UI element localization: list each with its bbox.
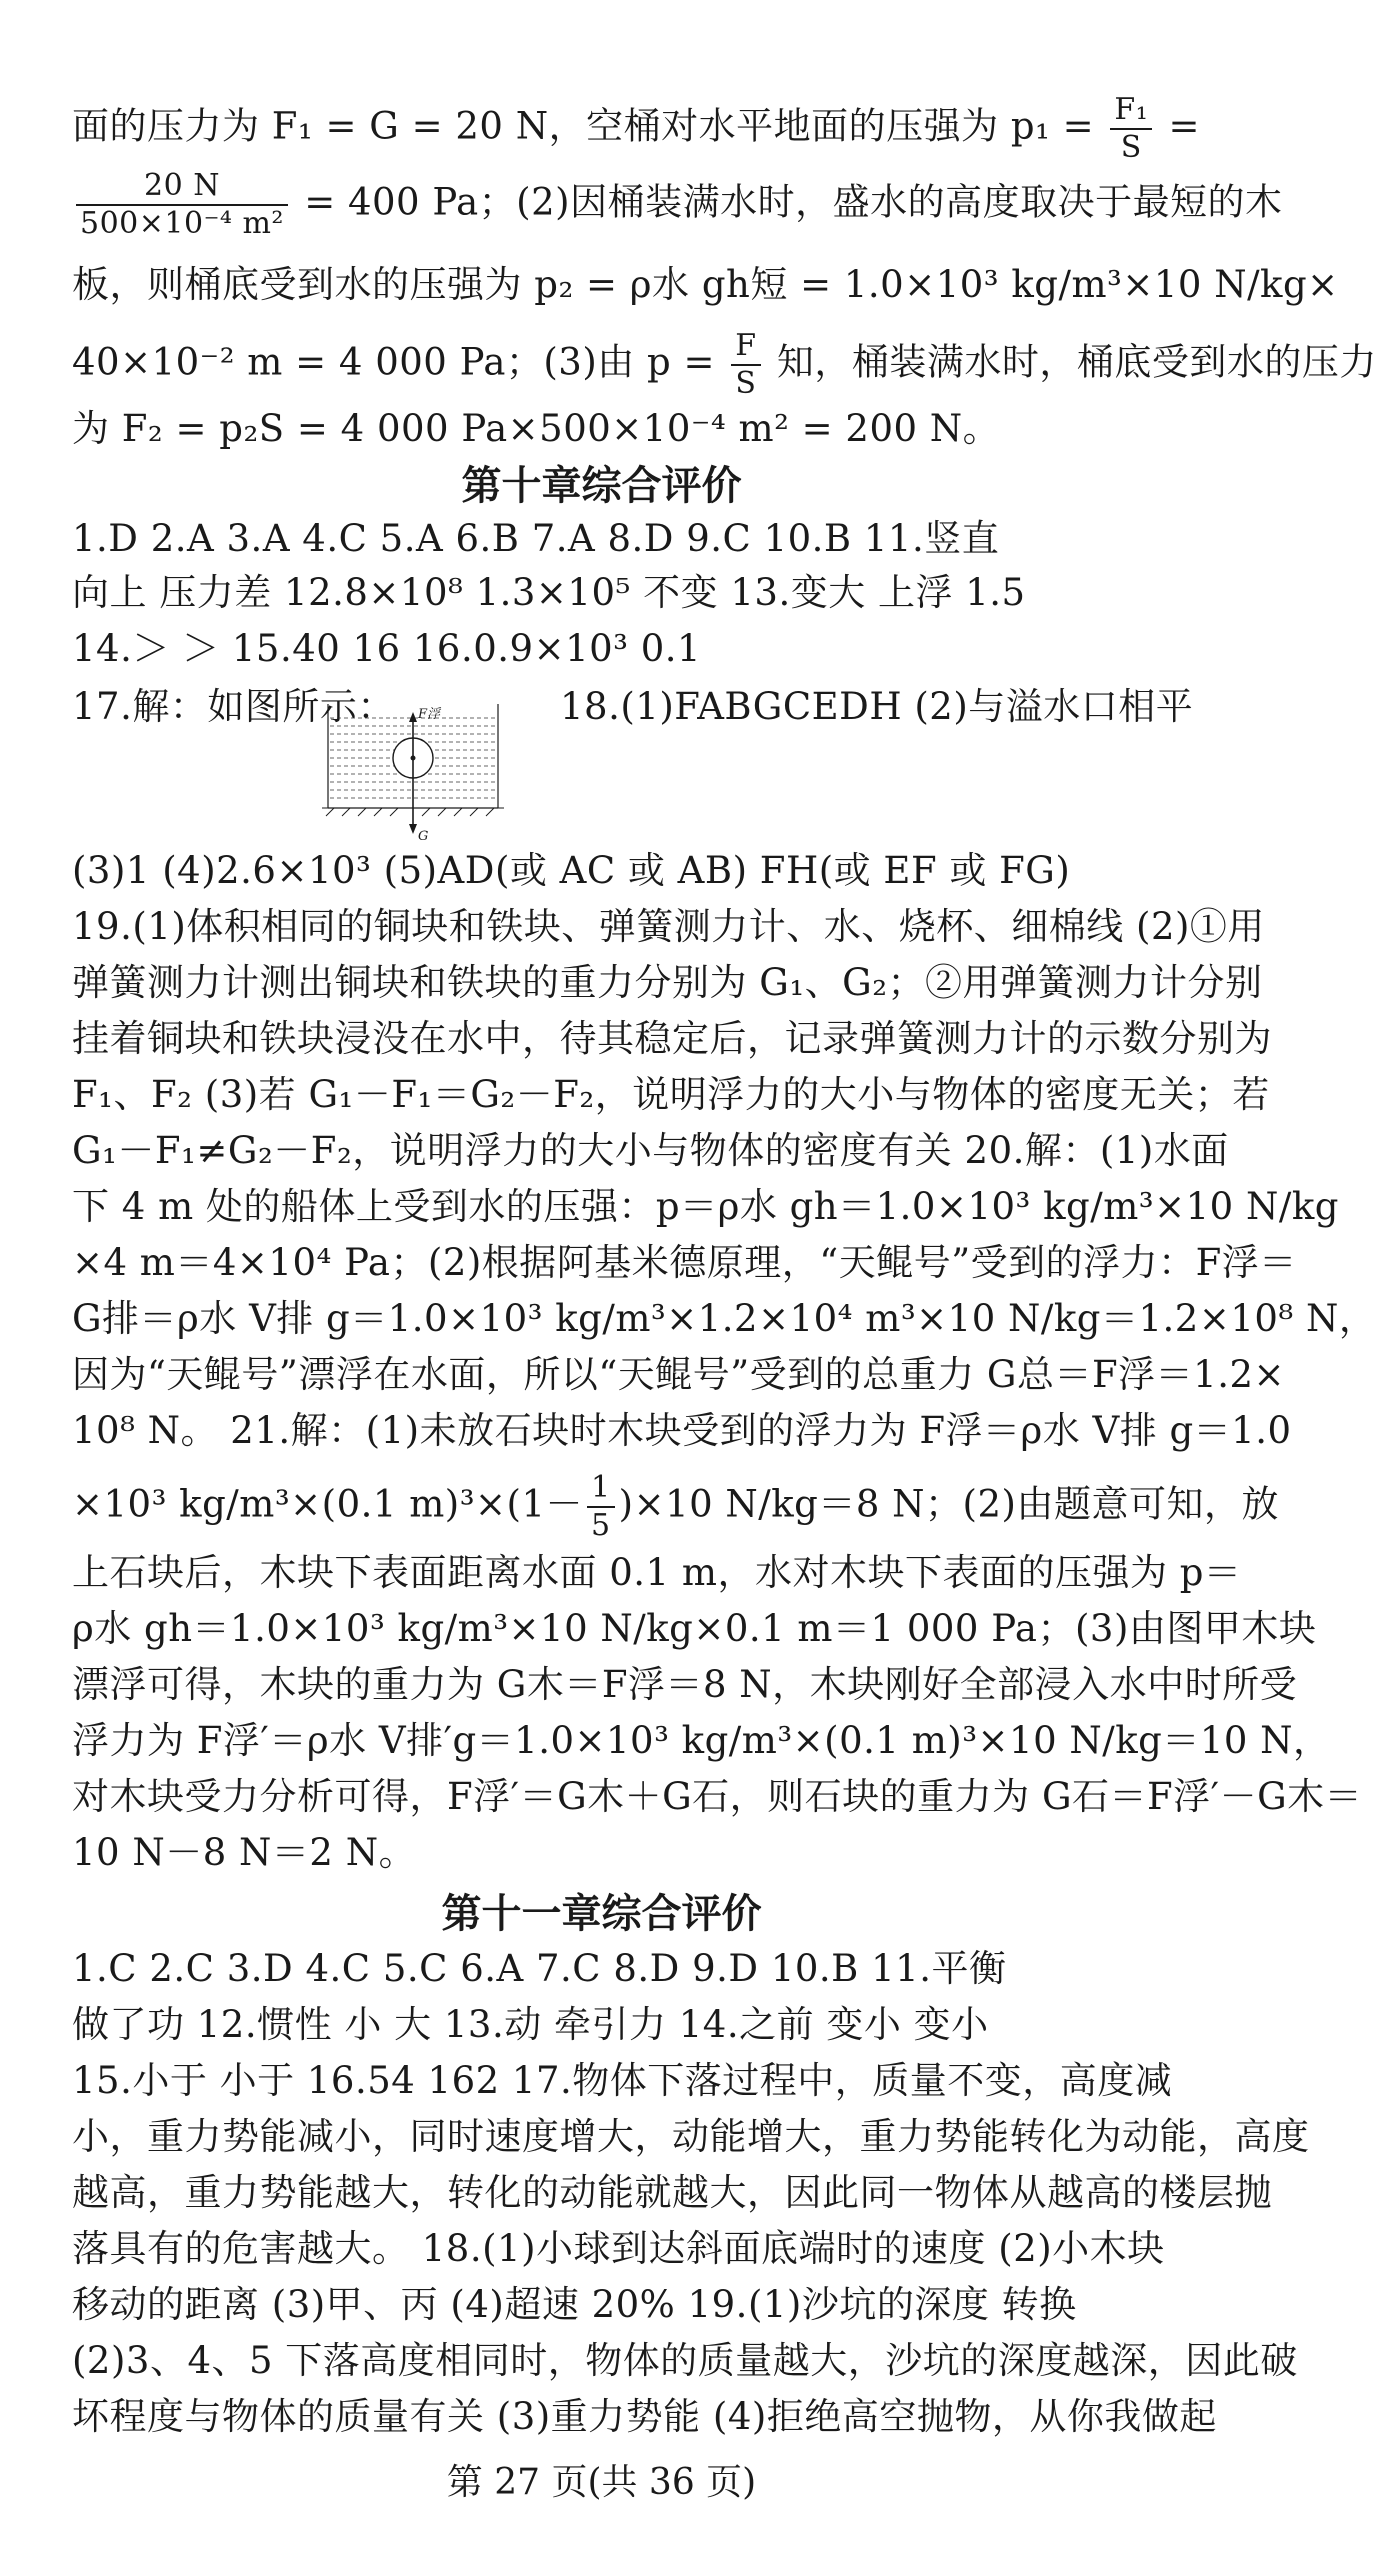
text-line: 向上 压力差 12.8×10⁸ 1.3×10⁵ 不变 13.变大 上浮 1.5 (72, 571, 1026, 614)
fraction-numerator: F (731, 328, 760, 366)
fraction-denominator: S (735, 366, 757, 401)
text-span: )×10 N/kg＝8 N；(2)由题意可知，放 (618, 1482, 1279, 1526)
text-line (72, 328, 1377, 402)
text-line: ×4 m＝4×10⁴ Pa；(2)根据阿基米德原理，“天鲲号”受到的浮力：F浮＝ (72, 1241, 1297, 1284)
buoyancy-figure-svg (318, 688, 508, 848)
text-line: 18.(1)FABGCEDH (2)与溢水口相平 (560, 685, 1194, 728)
text-line: 因为“天鲲号”漂浮在水面，所以“天鲲号”受到的总重力 G总＝F浮＝1.2× (72, 1353, 1285, 1396)
text-line: ρ水 gh＝1.0×10³ kg/m³×10 N/kg×0.1 m＝1 000 Pa；(3)由图甲木块 (72, 1607, 1317, 1650)
text-line: 漂浮可得，木块的重力为 G木＝F浮＝8 N，木块刚好全部浸入水中时所受 (72, 1663, 1298, 1706)
text-line (72, 168, 1283, 242)
text-line: 挂着铜块和铁块浸没在水中，待其稳定后，记录弹簧测力计的示数分别为 (72, 1017, 1272, 1060)
text-line: 移动的距离 (3)甲、丙 (4)超速 20% 19.(1)沙坑的深度 转换 (72, 2283, 1077, 2326)
text-line: G排＝ρ水 V排 g＝1.0×10³ kg/m³×1.2×10⁴ m³×10 N/kg＝1.2×10⁸ N， (72, 1297, 1377, 1340)
text-line: 越高，重力势能越大，转化的动能就越大，因此同一物体从越高的楼层抛 (72, 2171, 1272, 2214)
text-line: 坏程度与物体的质量有关 (3)重力势能 (4)拒绝高空抛物，从你我做起 (72, 2395, 1217, 2438)
chapter-heading: 第十章综合评价 (461, 463, 742, 509)
text-line: 上石块后，木块下表面距离水面 0.1 m，水对木块下表面的压强为 p＝ (72, 1551, 1242, 1594)
text-span: ×10³ kg/m³×(0.1 m)³×(1－ (72, 1482, 584, 1526)
fraction-numerator: 1 (587, 1470, 615, 1508)
fraction-numerator: 20 N (76, 168, 288, 206)
text-line: (2)3、4、5 下落高度相同时，物体的质量越大，沙坑的深度越深，因此破 (72, 2339, 1298, 2382)
text-span: = (1156, 104, 1201, 148)
page-footer: 第 27 页(共 36 页) (446, 2462, 757, 2503)
fraction-denominator: 500×10⁻⁴ m² (80, 206, 284, 241)
text-span: 面的压力为 F₁ = G = 20 N，空桶对水平地面的压强为 p₁ = (72, 104, 1107, 148)
text-line: 14.＞ ＞ 15.40 16 16.0.9×10³ 0.1 (72, 627, 702, 670)
text-line: 10 N－8 N＝2 N。 (72, 1831, 417, 1874)
text-line: G₁－F₁≠G₂－F₂，说明浮力的大小与物体的密度有关 20.解：(1)水面 (72, 1129, 1229, 1172)
gravity-label: G (418, 829, 429, 844)
text-span: = 400 Pa；(2)因桶装满水时，盛水的高度取决于最短的木 (291, 180, 1283, 224)
text-line: 10⁸ N。 21.解：(1)未放石块时木块受到的浮力为 F浮＝ρ水 V排 g＝1.0 (72, 1409, 1292, 1452)
text-line: 1.D 2.A 3.A 4.C 5.A 6.B 7.A 8.D 9.C 10.B 11.竖直 (72, 517, 1000, 560)
text-line: (3)1 (4)2.6×10³ (5)AD(或 AC 或 AB) FH(或 EF 或 FG) (72, 849, 1071, 892)
fraction-denominator: 5 (591, 1508, 611, 1543)
buoyancy-diagram (318, 688, 508, 848)
fraction-denominator: S (1120, 130, 1142, 165)
text-line: 小，重力势能减小，同时速度增大，动能增大，重力势能转化为动能，高度 (72, 2115, 1310, 2158)
fraction (1110, 92, 1152, 166)
text-line: 19.(1)体积相同的铜块和铁块、弹簧测力计、水、烧杯、细棉线 (2)①用 (72, 905, 1265, 948)
text-line: 板，则桶底受到水的压强为 p₂ = ρ水 gh短 = 1.0×10³ kg/m³×10 N/kg× (72, 263, 1339, 306)
text-line (72, 1470, 1279, 1544)
text-line: 弹簧测力计测出铜块和铁块的重力分别为 G₁、G₂；②用弹簧测力计分别 (72, 961, 1263, 1004)
fraction (76, 168, 288, 242)
text-line: 15.小于 小于 16.54 162 17.物体下落过程中，质量不变，高度减 (72, 2059, 1173, 2102)
fraction (587, 1470, 615, 1544)
fraction-numerator: F₁ (1110, 92, 1152, 130)
text-line: 浮力为 F浮′＝ρ水 V排′g＝1.0×10³ kg/m³×(0.1 m)³×10 N/kg＝10 N， (72, 1719, 1331, 1762)
text-line: 做了功 12.惯性 小 大 13.动 牵引力 14.之前 变小 变小 (72, 2003, 989, 2046)
text-line: F₁、F₂ (3)若 G₁－F₁＝G₂－F₂，说明浮力的大小与物体的密度无关；若 (72, 1073, 1270, 1116)
text-span: 40×10⁻² m = 4 000 Pa；(3)由 p = (72, 340, 728, 384)
fraction (731, 328, 760, 402)
text-span: 知，桶装满水时，桶底受到水的压力 (764, 340, 1377, 384)
text-line: 为 F₂ = p₂S = 4 000 Pa×500×10⁻⁴ m² = 200 N。 (72, 407, 1001, 450)
buoyant-force-label: F浮 (418, 707, 441, 722)
chapter-heading: 第十一章综合评价 (441, 1891, 762, 1937)
text-line: 下 4 m 处的船体上受到水的压强：p＝ρ水 gh＝1.0×10³ kg/m³×10 N/kg (72, 1185, 1339, 1228)
text-line: 1.C 2.C 3.D 4.C 5.C 6.A 7.C 8.D 9.D 10.B 11.平衡 (72, 1947, 1007, 1990)
text-line: 对木块受力分析可得，F浮′＝G木＋G石，则石块的重力为 G石＝F浮′－G木＝ (72, 1775, 1363, 1818)
question-label: 17.解：如图所示： (72, 685, 395, 728)
text-line: 落具有的危害越大。 18.(1)小球到达斜面底端时的速度 (2)小木块 (72, 2227, 1165, 2270)
text-line (72, 92, 1201, 166)
